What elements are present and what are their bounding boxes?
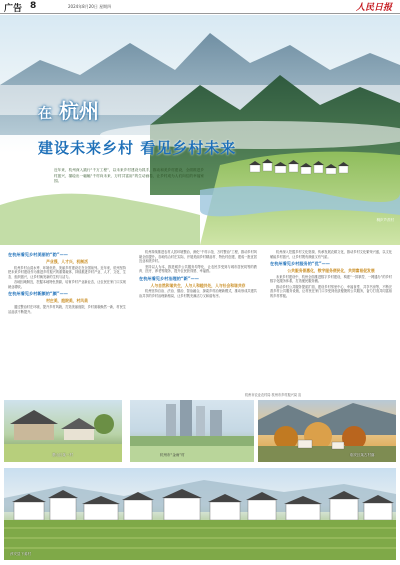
section-subheading: 人与自然和谐共生，人与人和睦共处，人与社会和谐共存 <box>150 282 246 288</box>
photo-illustration <box>258 400 396 462</box>
paragraph: 未来乡村建设中，杭州全面推进数字乡村建设，构建“一屏掌控、一网通办”的乡村数字化服务体系，打造便民服务圈。 <box>270 274 392 284</box>
photo-village-1 <box>4 400 122 462</box>
paragraph: 杭州乡村山清水秀、环境优美，美丽乡村建设走在全国前列。近年来，杭州坚持把未来乡村建设作为推进乡村振兴的重要载体，持续推进乡村产业、人才、文化、生态、组织振兴，让乡村焕发新的生机与活力。 <box>8 265 126 279</box>
hero-banner <box>0 15 400 245</box>
article-column-3 <box>270 250 392 388</box>
paragraph: 推动乡村公共服务提质扩面，建设乡村邻里中心、幸福食堂、共享书房等，不断完善乡村公共服务设施，让村民在家门口享受到优质便捷的公共服务，奋力打造共同富裕的乡村样板。 <box>270 284 392 299</box>
photo-village-2 <box>130 400 254 462</box>
intro-paragraph: 近年来，杭州深入践行“千万工程”，以未来乡村建设为抓手，推动和美乡村建设，全面推进乡村振兴，描绘出一幅幅“千村向未来、万村共富裕”的生动画卷，让乡村成为人们向往的幸福家园。 <box>54 168 204 184</box>
photo-village-3 <box>258 400 396 462</box>
hero-title-prefix: 在 <box>38 106 52 122</box>
section-heading: 在杭州看见乡村治理的“新”—— <box>139 275 199 281</box>
section-subheading: 村庄美，庭院美，村风美 <box>46 298 88 304</box>
photo-caption: 临安区某古村落 <box>350 453 375 457</box>
paragraph: 杭州坚持自治、法治、德治、智治融合，探索乡村治理新模式，推动形成共建共治共享的乡村治理新格局，让乡村既充满活力又和谐有序。 <box>139 289 257 299</box>
section-heading: 在杭州看见乡村新颜的“颜”—— <box>8 291 68 297</box>
article-column-1 <box>8 250 126 398</box>
paragraph: 坚持以人为本，推进城乡公共服务均等化，让农民享受到与城市居民同等的教育、医疗、养老等服务，提升农民获得感、幸福感。 <box>139 264 257 274</box>
hero-landscape-illustration <box>0 15 400 245</box>
section-heading: 在杭州看见乡村美丽的“韵”—— <box>8 252 68 257</box>
article-column-2 <box>139 250 257 398</box>
hero-title-city: 杭州 <box>58 99 99 123</box>
page-number: 8 <box>30 1 37 11</box>
masthead <box>0 0 400 14</box>
section-subheading: 产业强，人才兴，机制活 <box>46 259 88 264</box>
photo-panorama <box>4 468 396 560</box>
hero-title <box>38 95 99 124</box>
issue-date: 2024年8月20日 星期四 <box>68 4 112 9</box>
paragraph: 杭州持续推进农村人居环境整治，深化“千村示范、万村整治”工程，推动乡村风貌全面提升。各地结合村庄实际，开展美丽乡村精品村、特色村创建，建成一批宜居宜业和美乡村。 <box>139 250 257 264</box>
photo-caption: 萧山区某一村 <box>52 453 73 457</box>
section-subheading: 公共服务普惠化，数字服务便民化，共同富裕促发展 <box>287 268 375 274</box>
section-label: 广告 <box>4 4 23 14</box>
photo-illustration <box>130 400 254 462</box>
newspaper-logo: 人民日报 <box>355 3 392 13</box>
paragraph: 通过整治村庄环境，提升乡村风貌，打造美丽庭院，乡村面貌焕然一新，村民生活品质不断提升。 <box>8 304 126 314</box>
section-heading: 在杭州看见乡村服务的“优”—— <box>270 261 330 267</box>
paragraph: 各地因地制宜，挖掘本地特色资源，培育乡村产业新业态，让农民在家门口实现就业增收。 <box>8 280 126 289</box>
paragraph: 杭州深入挖掘乡村文化资源，传承发展农耕文化，推动乡村文化繁荣兴盛，以文化赋能乡村振兴，让乡村既有颜值又有气质。 <box>270 250 392 259</box>
hero-subtitle: 建设未来乡村 看见乡村未来 <box>38 139 237 157</box>
hero-caption: 桐庐芦茨村 <box>376 218 394 222</box>
photo-caption: 淳安县下姜村 <box>10 552 31 556</box>
advertiser-credit: 杭州市农业农村局 杭州市乡村振兴局 宣 <box>245 393 302 397</box>
photo-illustration <box>4 468 396 560</box>
photo-caption: 杭州市“金雨”村 <box>160 453 185 457</box>
